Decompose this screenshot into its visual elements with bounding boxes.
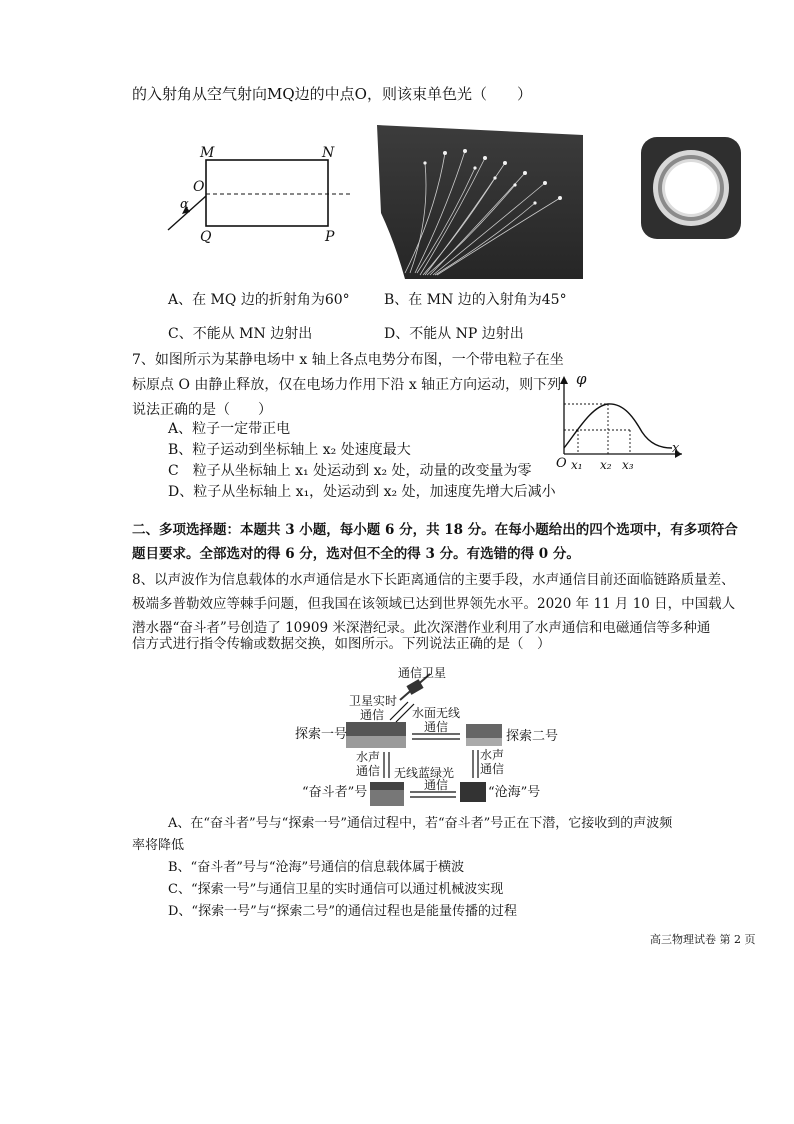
label-O: O — [193, 179, 205, 195]
graph-x3-label: x₃ — [622, 458, 634, 472]
q7-stem-line2: 标原点 O 由静止释放，仅在电场力作用下沿 x 轴正方向运动，则下列 — [132, 377, 562, 393]
diagram-satellite-label: 通信卫星 — [398, 666, 447, 680]
diagram-ship2-label: 探索二号 — [506, 729, 559, 744]
diagram-surface-label-2: 通信 — [424, 720, 449, 734]
q7-stem-line3: 说法正确的是（ ） — [132, 402, 272, 418]
q8-stem-line1: 8、以声波作为信息载体的水声通信是水下长距离通信的主要手段，水声通信目前还面临链路质量差、 — [132, 572, 735, 588]
diagram-canghai-label: “沧海”号 — [488, 785, 541, 800]
q7-option-b: B、粒子运动到坐标轴上 x₂ 处速度最大 — [168, 442, 411, 458]
label-M: M — [200, 145, 215, 161]
q7-stem-line1: 7、如图所示为某静电场中 x 轴上各点电势分布图，一个带电粒子在坐 — [132, 352, 564, 368]
q8-option-b: B、“奋斗者”号与“沧海”号通信的信息载体属于横波 — [168, 860, 465, 875]
page-footer: 高三物理试卷 第 2 页 — [650, 933, 756, 946]
diagram-satrt-label-1: 卫星实时 — [349, 694, 398, 708]
section2-line1: 二、多项选择题：本题共 3 小题，每小题 6 分，共 18 分。在每小题给出的四个选项中，有多项符合 — [132, 522, 738, 538]
diagram-acoustic-left-2: 通信 — [356, 764, 381, 778]
q8-option-c: C、“探索一号”与通信卫星的实时通信可以通过机械波实现 — [168, 882, 504, 897]
q8-stem-line3: 潜水器“奋斗者”号创造了 10909 米深潜纪录。此次深潜作业利用了水声通信和电磁通信等多种通 — [132, 620, 711, 636]
diagram-bluegreen-2: 通信 — [424, 778, 449, 792]
q8-stem-line2: 极端多普勒效应等棘手问题，但我国在该领域已达到世界领先水平。2020 年 11 月 10 日，中国载人 — [132, 596, 736, 612]
q8-option-d: D、“探索一号”与“探索二号”的通信过程也是能量传播的过程 — [168, 904, 518, 919]
q8-option-a-line1: A、在“奋斗者”号与“探索一号”通信过程中，若“奋斗者”号正在下潜，它接收到的声波频 — [168, 816, 673, 831]
section2-line2: 题目要求。全部选对的得 6 分，选对但不全的得 3 分。有选错的得 0 分。 — [132, 546, 580, 562]
diagram-bluegreen-1: 无线蓝绿光 — [394, 766, 455, 780]
graph-phi-label: φ — [576, 370, 587, 388]
diagram-satrt-label-2: 通信 — [360, 708, 385, 722]
q8-option-a-line2: 率将降低 — [132, 838, 185, 853]
canghai-photo — [460, 782, 486, 802]
optical-fiber-photo — [375, 123, 585, 279]
q6-option-c: C、不能从 MN 边射出 — [168, 326, 313, 342]
diagram-fendouzhe-label: “奋斗者”号 — [302, 785, 368, 800]
q7-option-d: D、粒子从坐标轴上 x₁，处运动到 x₂ 处，加速度先增大后减小 — [168, 484, 556, 500]
graph-x-label: x — [672, 441, 680, 456]
diagram-ship1-label: 探索一号 — [295, 727, 348, 742]
diagram-acoustic-right-1: 水声 — [480, 748, 505, 762]
diagram-surface-label-1: 水面无线 — [412, 706, 461, 720]
q6-option-d: D、不能从 NP 边射出 — [384, 326, 524, 342]
label-Q: Q — [200, 229, 212, 245]
diagram-acoustic-right-2: 通信 — [480, 762, 505, 776]
graph-x1-label: x₁ — [571, 458, 583, 472]
label-N: N — [322, 145, 335, 161]
label-alpha: α — [180, 197, 189, 212]
graph-origin-label: O — [556, 456, 567, 471]
q8-stem-line4: 信方式进行指令传输或数据交换，如图所示。下列说法正确的是（ ） — [132, 636, 551, 652]
q6-option-b: B、在 MN 边的入射角为45° — [384, 292, 567, 308]
q6-intro: 的入射角从空气射向MQ边的中点O，则该束单色光（ ） — [132, 85, 532, 103]
graph-x2-label: x₂ — [600, 458, 612, 472]
label-P: P — [325, 229, 335, 245]
q6-option-a: A、在 MQ 边的折射角为60° — [168, 292, 350, 308]
diagram-acoustic-left-1: 水声 — [356, 750, 381, 764]
fiber-cross-section-icon — [640, 136, 742, 240]
q7-option-c: C 粒子从坐标轴上 x₁ 处运动到 x₂ 处，动量的改变量为零 — [168, 463, 532, 479]
q7-option-a: A、粒子一定带正电 — [168, 421, 291, 437]
